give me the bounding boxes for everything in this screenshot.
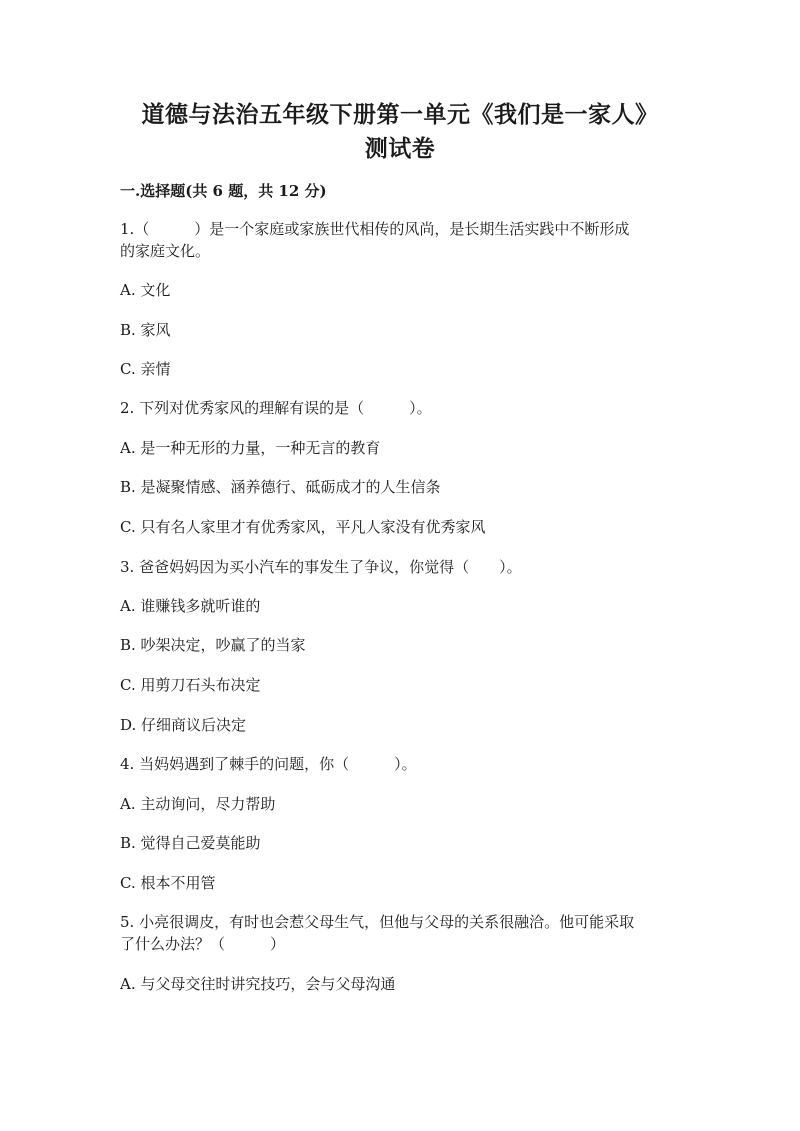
question-3-option-b: B. 吵架决定，吵赢了的当家 [120,636,306,654]
question-2-option-b: B. 是凝聚情感、涵养德行、砥砺成才的人生信条 [120,478,441,496]
question-2-text: 2. 下列对优秀家风的理解有误的是（ ）。 [120,399,432,417]
question-1-option-b: B. 家风 [120,321,171,339]
question-5-text-line-2: 了什么办法？（ ） [120,935,286,953]
question-4-option-a: A. 主动询问，尽力帮助 [120,795,276,813]
question-3-option-d: D. 仔细商议后决定 [120,716,247,734]
section-heading: 一.选择题(共 6 题，共 12 分) [120,182,327,200]
question-5-option-a: A. 与父母交往时讲究技巧，会与父母沟通 [120,975,396,993]
question-1-text-line-1: 1.（ ）是一个家庭或家族世代相传的风尚，是长期生活实践中不断形成 [120,220,630,238]
question-1-option-c: C. 亲情 [120,360,171,378]
question-2-option-a: A. 是一种无形的力量，一种无言的教育 [120,439,381,457]
question-3-option-c: C. 用剪刀石头布决定 [120,676,261,694]
question-4-option-b: B. 觉得自己爱莫能助 [120,834,261,852]
question-5-text-line-1: 5. 小亮很调皮，有时也会惹父母生气，但他与父母的关系很融洽。他可能采取 [120,913,635,931]
page-title-line1: 道德与法治五年级下册第一单元《我们是一家人》 [141,101,659,128]
question-1-text-line-2: 的家庭文化。 [120,242,211,260]
question-3-text: 3. 爸爸妈妈因为买小汽车的事发生了争议，你觉得（ ）。 [120,558,522,576]
question-2-option-c: C. 只有名人家里才有优秀家风，平凡人家没有优秀家风 [120,518,486,536]
question-3-option-a: A. 谁赚钱多就听谁的 [120,597,261,615]
question-4-option-c: C. 根本不用管 [120,874,216,892]
question-1-option-a: A. 文化 [120,281,171,299]
page-title-line2: 测试卷 [364,135,436,162]
question-4-text: 4. 当妈妈遇到了棘手的问题，你（ ）。 [120,755,417,773]
